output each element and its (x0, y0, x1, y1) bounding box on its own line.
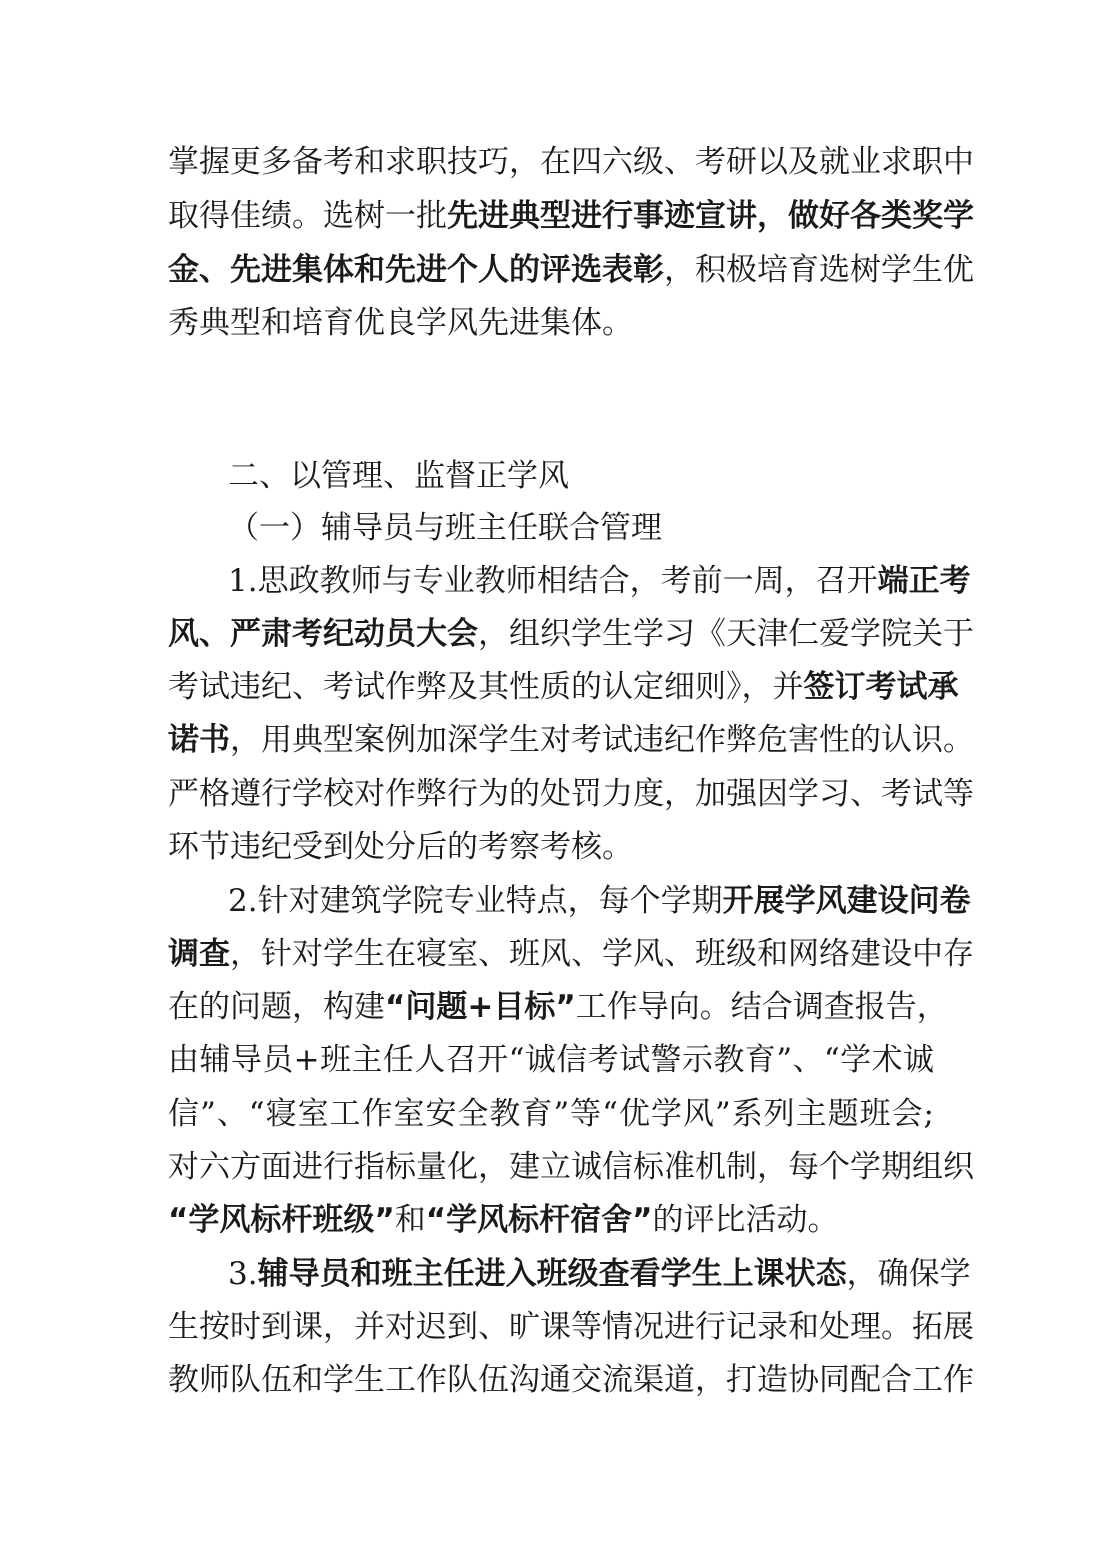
bold-text: 调查 (168, 936, 230, 972)
text-run: ，确保学 (846, 1256, 971, 1292)
paragraph-line (168, 196, 974, 236)
text-run: 工作导向。结合调查报告， (575, 989, 948, 1025)
paragraph-line (168, 1094, 934, 1134)
bold-text: 辅导员和班主任进入班级查看学生上课状态 (257, 1256, 847, 1292)
bold-text: 风、严肃考纪动员大会 (168, 616, 478, 652)
bold-text: 开展学风建设问卷 (722, 883, 971, 919)
paragraph-line (228, 561, 971, 601)
bold-text: 端正考 (877, 563, 971, 599)
paragraph-line (168, 720, 974, 760)
bold-text: 先进典型进行事迹宣讲，做好各类奖学 (447, 198, 974, 234)
bold-text: 签订考试承 (803, 669, 959, 705)
paragraph-line (168, 1307, 974, 1347)
paragraph-line (168, 1040, 934, 1080)
text-run: 环节违纪受到处分后的考察考核。 (168, 829, 633, 865)
bold-text: 诺书 (168, 722, 230, 758)
paragraph-line (168, 774, 974, 814)
text-run: 掌握更多备考和求职技巧，在四六级、考研以及就业求职中 (168, 144, 974, 180)
text-run: 信”、“寝室工作室安全教育”等“优学风”系列主题班会; (168, 1096, 934, 1132)
paragraph-line (168, 303, 633, 343)
text-run: 二、以管理、监督正学风 (228, 458, 569, 494)
text-run: 取得佳绩。选树一批 (168, 198, 447, 234)
paragraph-line (168, 1360, 974, 1400)
text-run: 2.针对建筑学院专业特点，每个学期 (228, 883, 723, 919)
text-run: （一）辅导员与班主任联合管理 (228, 510, 662, 546)
text-run: ，针对学生在寝室、班风、学风、班级和网络建设中存 (230, 936, 974, 972)
text-run: 3. (228, 1256, 258, 1292)
text-run: 考试违纪、考试作弊及其性质的认定细则》，并 (168, 669, 804, 705)
paragraph-line (168, 827, 633, 867)
text-run: 的评比活动。 (652, 1202, 839, 1238)
subsection-heading (228, 508, 662, 548)
paragraph-line (228, 1254, 971, 1294)
bold-text: “学风标杆宿舍” (425, 1202, 653, 1238)
section-heading (228, 456, 569, 496)
text-run: 严格遵行学校对作弊行为的处罚力度，加强因学习、考试等 (168, 776, 974, 812)
paragraph-line (168, 1147, 974, 1187)
paragraph-line (168, 250, 974, 290)
text-run: 生按时到课，并对迟到、旷课等情况进行记录和处理。拓展 (168, 1309, 974, 1345)
document-page (168, 0, 974, 1559)
paragraph-line (168, 614, 974, 654)
paragraph-line (168, 934, 974, 974)
bold-text: “学风标杆班级” (168, 1202, 395, 1238)
text-run: ，积极培育选树学生优 (664, 252, 974, 288)
text-run: 由辅导员+班主任人召开“诚信考试警示教育”、“学术诚 (168, 1042, 934, 1078)
paragraph-line (168, 1200, 839, 1240)
paragraph-line (168, 987, 948, 1027)
paragraph-line (228, 881, 971, 921)
text-run: 1.思政教师与专业教师相结合，考前一周，召开 (228, 563, 878, 599)
text-run: 对六方面进行指标量化，建立诚信标准机制，每个学期组织 (168, 1149, 974, 1185)
bold-text: 金、先进集体和先进个人的评选表彰 (168, 252, 664, 288)
text-run: 教师队伍和学生工作队伍沟通交流渠道，打造协同配合工作 (168, 1362, 974, 1398)
text-run: 和 (394, 1202, 426, 1238)
bold-text: “问题+目标” (385, 989, 576, 1025)
text-run: ，组织学生学习《天津仁爱学院关于 (478, 616, 974, 652)
text-run: ，用典型案例加深学生对考试违纪作弊危害性的认识。 (230, 722, 974, 758)
paragraph-line (168, 142, 974, 182)
text-run: 秀典型和培育优良学风先进集体。 (168, 305, 633, 341)
text-run: 在的问题，构建 (168, 989, 385, 1025)
paragraph-line (168, 667, 959, 707)
